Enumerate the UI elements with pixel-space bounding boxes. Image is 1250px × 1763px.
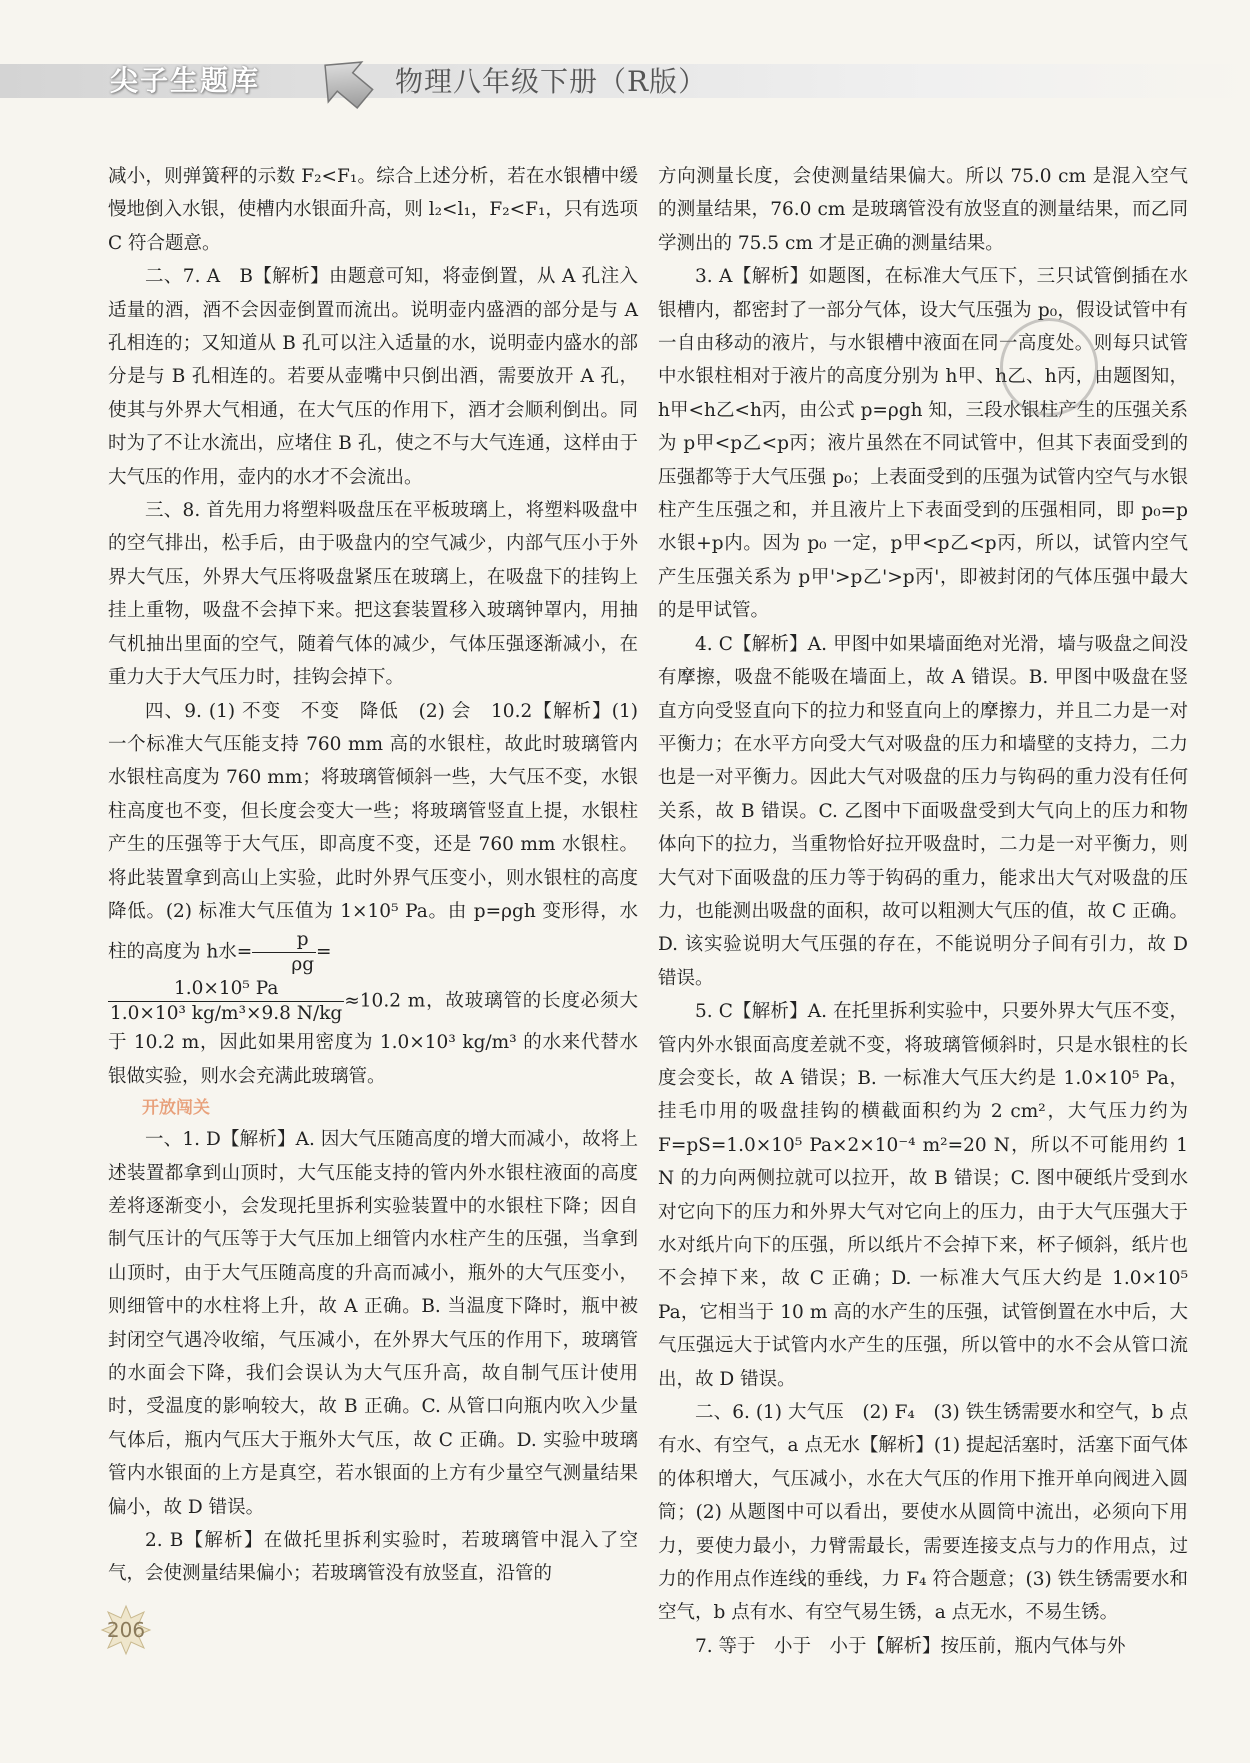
fraction bbox=[108, 977, 344, 1026]
watermark-stamp bbox=[1000, 318, 1098, 416]
paragraph: 二、7. A B【解析】由题意可知，将壶倒置，从 A 孔注入适量的酒，酒不会因壶倒置而流出。说明壶内盛酒的部分是与 A 孔相连的；又知道从 B 孔可以注入适量的水，说明壶内盛水的部分是与 B 孔相连的。若要从壶嘴中只倒出酒，需要放开 A 孔，使其与外界大气相通，在大气压的作用下，酒才会顺利倒出。同时为了不让水流出，应堵住 B 孔，使之不与大气连通，这样由于大气压的作用，壶内的水才不会流出。 bbox=[108, 266, 638, 488]
paragraph: 三、8. 首先用力将塑料吸盘压在平板玻璃上，将塑料吸盘中的空气排出，松手后，由于吸盘内的空气减少，内部气压小于外界大气压，外界大气压将吸盘紧压在玻璃上，在吸盘下的挂钩上挂上重物，吸盘不会掉下来。把这套装置移入玻璃钟罩内，用抽气机抽出里面的空气，随着气体的减少，气体压强逐渐减小，在重力大于大气压力时，挂钩会掉下。 bbox=[108, 500, 638, 689]
brand-title: 尖子生题库 bbox=[110, 64, 261, 97]
fraction-numerator: 1.0×10⁵ Pa bbox=[108, 977, 344, 1002]
section-label: 开放闯关 bbox=[142, 1098, 210, 1119]
paragraph: 4. C【解析】A. 甲图中如果墙面绝对光滑，墙与吸盘之间没有摩擦，吸盘不能吸在墙面上，故 A 错误。B. 甲图中吸盘在竖直方向受竖直向下的拉力和竖直向上的摩擦力，并且二力是一对平衡力；在水平方向受大气对吸盘的压力和墙壁的支持力，二力也是一对平衡力。因此大气对吸盘的压力与钩码的重力没有任何关系，故 B 错误。C. 乙图中下面吸盘受到大气向上的压力和物体向下的拉力，当重物恰好拉开吸盘时，二力是一对平衡力，则大气对下面吸盘的压力等于钩码的重力，能求出大气对吸盘的压力，也能测出吸盘的面积，故可以粗测大气压的值，故 C 正确。D. 该实验说明大气压强的存在，不能说明分子间有引力，故 D 错误。 bbox=[658, 633, 1188, 989]
paragraph: 7. 等于 小于 小于【解析】按压前，瓶内气体与外 bbox=[695, 1635, 1126, 1657]
equals-sign: = bbox=[316, 941, 332, 963]
paragraph-text: 四、9. (1) 不变 不变 降低 (2) 会 10.2【解析】(1) 一个标准大气压能支持 760 mm 高的水银柱，故此时玻璃管内水银柱高度为 760 mm；将玻璃管倾斜一些，大气压不变，水银柱高度也不变，但长度会变大一些；将玻璃管竖直上提，水银柱产生的压强等于大气压，即高度不变，还是 760 mm 水银柱。将此装置拿到高山上实验，此时外界气压变小，则水银柱的高度降低。(2) 标准大气压值为 1×10⁵ Pa。由 p=ρgh 变形得，水柱的高度为 h水= bbox=[108, 700, 638, 963]
page-number-text: 206 bbox=[106, 1618, 146, 1642]
paragraph: 2. B【解析】在做托里拆利实验时，若玻璃管中混入了空气，会使测量结果偏小；若玻璃管没有放竖直，沿管的 bbox=[108, 1530, 638, 1585]
fraction-numerator: p bbox=[252, 928, 316, 953]
paragraph-text: ≈10.2 m，故玻璃管的长度必须大于 10.2 m，因此如果用密度为 1.0×10³ kg/m³ 的水来代替水银做实验，则水会充满此玻璃管。 bbox=[108, 990, 638, 1087]
right-column bbox=[658, 160, 1188, 1663]
paragraph: 3. A【解析】如题图，在标准大气压下，三只试管倒插在水银槽内，都密封了一部分气体，设大气压强为 p₀，假设试管中有一自由移动的液片，与水银槽中液面在同一高度处。则每只试管中水银柱相对于液片的高度分别为 h甲、h乙、h丙，由题图知，h甲<h乙<h丙，由公式 p=ρgh 知，三段水银柱产生的压强关系为 p甲<p乙<p丙；液片虽然在不同试管中，但其下表面受到的压强都等于大气压强 p₀；上表面受到的压强为试管内空气与水银柱产生压强之和，并且液片上下表面受到的压强相同，即 p₀=p水银+p内。因为 p₀ 一定，p甲<p乙<p丙，所以，试管内空气产生压强关系为 p甲'>p乙'>p丙'，即被封闭的气体压强中最大的是甲试管。 bbox=[658, 266, 1188, 622]
paragraph bbox=[108, 977, 638, 1093]
paragraph: 二、6. (1) 大气压 (2) F₄ (3) 铁生锈需要水和空气，b 点有水、有空气，a 点无水【解析】(1) 提起活塞时，活塞下面气体的体积增大，气压减小，水在大气压的作用下推开单向阀进入圆筒；(2) 从题图中可以看出，要使水从圆筒中流出，必须向下用力，要使力最小，力臂需最长，需要连接支点与力的作用点，过力的作用点作连线的垂线，力 F₄ 符合题意；(3) 铁生锈需要水和空气，b 点有水、有空气易生锈，a 点无水，不易生锈。 bbox=[658, 1402, 1188, 1624]
page-header bbox=[0, 48, 1250, 122]
left-column bbox=[108, 160, 638, 1591]
paragraph: 方向测量长度，会使测量结果偏大。所以 75.0 cm 是混入空气的测量结果，76.0 cm 是玻璃管没有放竖直的测量结果，而乙同学测出的 75.5 cm 才是正确的测量结果。 bbox=[658, 166, 1188, 254]
fraction-denominator: 1.0×10³ kg/m³×9.8 N/kg bbox=[110, 1003, 343, 1025]
paragraph: 一、1. D【解析】A. 因大气压随高度的增大而减小，故将上述装置都拿到山顶时，大气压能支持的管内外水银柱液面的高度差将逐渐变小，会发现托里拆利实验装置中的水银柱下降；因自制气压计的气压等于大气压加上细管内水柱产生的压强，当拿到山顶时，由于大气压随高度的升高而减小，瓶外的大气压变小，则细管中的水柱将上升，故 A 正确。B. 当温度下降时，瓶中被封闭空气遇冷收缩，气压减小，在外界大气压的作用下，玻璃管的水面会下降，我们会误认为大气压升高，故自制气压计使用时，受温度的影响较大，故 B 正确。C. 从管口向瓶内吹入少量气体后，瓶内气压大于瓶外大气压，故 C 正确。D. 实验中玻璃管内水银面的上方是真空，若水银面的上方有少量空气测量结果偏小，故 D 错误。 bbox=[108, 1129, 638, 1518]
paragraph: 5. C【解析】A. 在托里拆利实验中，只要外界大气压不变，管内外水银面高度差就不变，将玻璃管倾斜时，只是水银柱的长度会变长，故 A 错误；B. 一标准大气压大约是 1.0×10⁵ Pa，挂毛巾用的吸盘挂钩的横截面积约为 2 cm²，大气压力约为 F=pS=1.0×10⁵ Pa×2×10⁻⁴ m²=20 N，所以不可能用约 1 N 的力向两侧拉就可以拉开，故 B 错误；C. 图中硬纸片受到水对它向下的压力和外界大气对它向上的压力，由于大气压强大于水对纸片向下的压强，所以纸片不会掉下来，杯子倾斜，纸片也不会掉下来，故 C 正确；D. 一标准大气压大约是 1.0×10⁵ Pa，它相当于 10 m 高的水产生的压强，试管倒置在水中后，大气压强远大于试管内水产生的压强，所以管中的水不会从管口流出，故 D 错误。 bbox=[658, 1001, 1188, 1390]
arrow-icon bbox=[315, 52, 375, 114]
book-title: 物理八年级下册（R版） bbox=[395, 65, 708, 98]
paragraph bbox=[108, 695, 638, 978]
page-number bbox=[100, 1604, 152, 1656]
fraction bbox=[252, 928, 316, 977]
paragraph: 减小，则弹簧秤的示数 F₂<F₁。综合上述分析，若在水银槽中缓慢地倒入水银，使槽内水银面升高，则 l₂<l₁，F₂<F₁，只有选项 C 符合题意。 bbox=[108, 166, 638, 254]
fraction-denominator: ρg bbox=[291, 954, 315, 976]
